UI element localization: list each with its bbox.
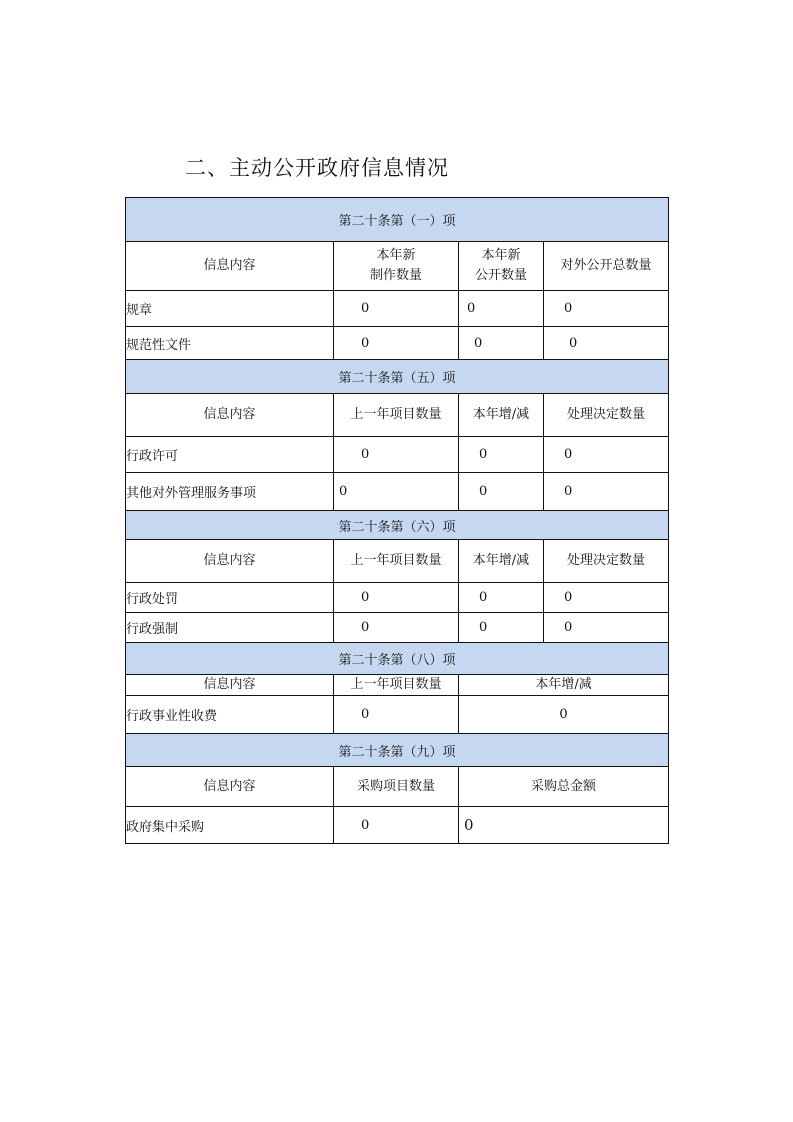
section-header-row [126, 511, 669, 540]
column-header-prev-count: 上一年项目数量 [334, 394, 459, 437]
cell-value: 0 [459, 696, 669, 734]
cell-value: 0 [544, 613, 669, 643]
table-row [126, 583, 669, 613]
column-header-content: 信息内容 [126, 675, 334, 696]
section-title: 第二十条第（九）项 [126, 734, 669, 767]
section-header-row [126, 360, 669, 394]
header-line: 本年新 [376, 248, 416, 263]
column-header-content: 信息内容 [126, 540, 334, 583]
section-title: 第二十条第（一）项 [126, 198, 669, 242]
section-title: 第二十条第（六）项 [126, 511, 669, 540]
column-header-content: 信息内容 [126, 767, 334, 807]
cell-value: 0 [544, 473, 669, 511]
cell-value: 0 [334, 473, 459, 511]
page-heading: 二、主动公开政府信息情况 [185, 156, 449, 180]
column-header-new-made [334, 242, 459, 291]
table-row [126, 807, 669, 844]
cell-value: 0 [459, 807, 669, 844]
column-header-decisions: 处理决定数量 [544, 540, 669, 583]
column-header-new-published [459, 242, 544, 291]
section-header-row [126, 643, 669, 675]
table-row [126, 613, 669, 643]
column-header-purchase-count: 采购项目数量 [334, 767, 459, 807]
disclosure-table [125, 197, 669, 844]
column-header-content: 信息内容 [126, 394, 334, 437]
section-title: 第二十条第（五）项 [126, 360, 669, 394]
column-header-change: 本年增/减 [459, 675, 669, 696]
table-row [126, 291, 669, 327]
column-header-total-published: 对外公开总数量 [544, 242, 669, 291]
cell-value: 0 [334, 437, 459, 473]
cell-value: 0 [544, 291, 669, 327]
cell-value: 0 [459, 327, 544, 360]
column-header-change: 本年增/减 [459, 394, 544, 437]
table-row [126, 327, 669, 360]
row-label: 行政处罚 [126, 583, 334, 613]
cell-value: 0 [544, 437, 669, 473]
cell-value: 0 [334, 807, 459, 844]
table-row [126, 473, 669, 511]
column-header-row [126, 675, 669, 696]
column-header-purchase-total: 采购总金额 [459, 767, 669, 807]
row-label: 其他对外管理服务事项 [126, 473, 334, 511]
column-header-prev-count: 上一年项目数量 [334, 675, 459, 696]
column-header-row [126, 242, 669, 291]
row-label: 规范性文件 [126, 327, 334, 360]
cell-value: 0 [334, 291, 459, 327]
row-label: 行政许可 [126, 437, 334, 473]
row-label: 政府集中采购 [126, 807, 334, 844]
column-header-prev-count: 上一年项目数量 [334, 540, 459, 583]
column-header-content: 信息内容 [126, 242, 334, 291]
cell-value: 0 [544, 327, 669, 360]
cell-value: 0 [334, 327, 459, 360]
section-title: 第二十条第（八）项 [126, 643, 669, 675]
section-header-row [126, 734, 669, 767]
cell-value: 0 [459, 437, 544, 473]
cell-value: 0 [544, 583, 669, 613]
section-header-row [126, 198, 669, 242]
column-header-row [126, 767, 669, 807]
cell-value: 0 [459, 473, 544, 511]
column-header-decisions: 处理决定数量 [544, 394, 669, 437]
header-line: 本年新 [481, 248, 521, 263]
cell-value: 0 [334, 613, 459, 643]
column-header-row [126, 394, 669, 437]
cell-value: 0 [334, 583, 459, 613]
column-header-change: 本年增/减 [459, 540, 544, 583]
row-label: 行政事业性收费 [126, 696, 334, 734]
header-line: 制作数量 [369, 268, 422, 283]
row-label: 规章 [126, 291, 334, 327]
cell-value: 0 [459, 613, 544, 643]
cell-value: 0 [334, 696, 459, 734]
row-label: 行政强制 [126, 613, 334, 643]
table-row [126, 437, 669, 473]
column-header-row [126, 540, 669, 583]
header-line: 公开数量 [474, 268, 527, 283]
table-row [126, 696, 669, 734]
cell-value: 0 [459, 291, 544, 327]
cell-value: 0 [459, 583, 544, 613]
